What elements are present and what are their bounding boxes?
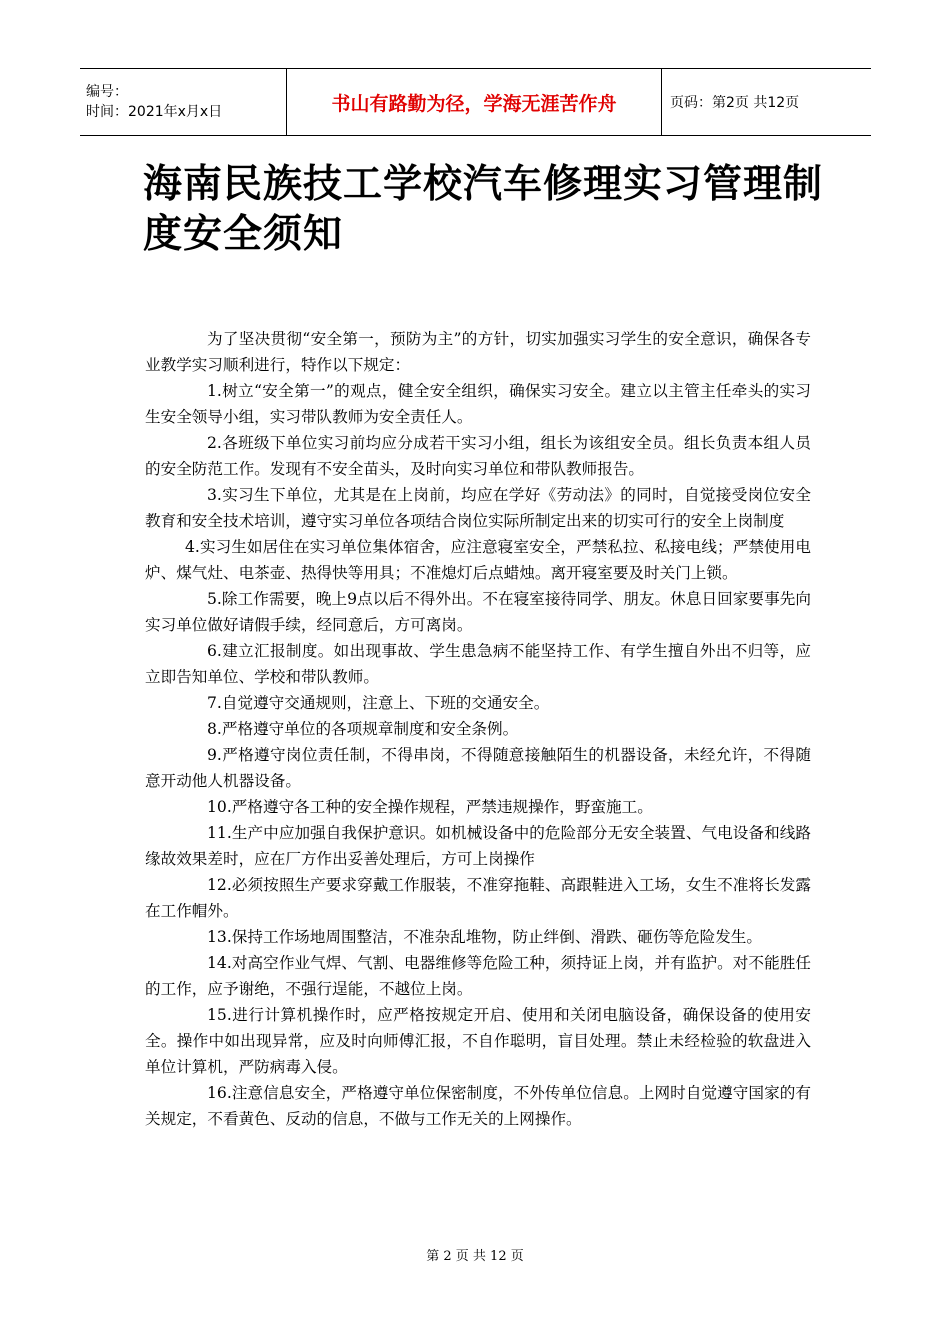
document-date: 时间：2021年x月x日 (86, 104, 223, 120)
paragraph-7: 7.自觉遵守交通规则，注意上、下班的交通安全。 (207, 694, 550, 712)
paragraph-16: 16.注意信息安全，严格遵守单位保密制度，不外传单位信息。上网时自觉遵守国家的有关规定，不看黄色、反动的信息，不做与工作无关的上网操作。 (145, 1084, 811, 1128)
page-header (80, 68, 871, 136)
paragraph-1: 1.树立“安全第一”的观点，健全安全组织，确保实习安全。建立以主管主任牵头的实习生安全领导小组，实习带队教师为安全责任人。 (145, 382, 811, 426)
paragraph-13: 13.保持工作场地周围整洁，不准杂乱堆物，防止绊倒、滑跌、砸伤等危险发生。 (207, 928, 762, 946)
paragraph-6: 6.建立汇报制度。如出现事故、学生患急病不能坚持工作、有学生擅自外出不归等，应立即告知单位、学校和带队教师。 (145, 642, 811, 686)
header-left (80, 69, 286, 135)
document-number: 编号： (86, 84, 128, 100)
paragraph-8: 8.严格遵守单位的各项规章制度和安全条例。 (207, 720, 519, 738)
header-motto: 书山有路勤为径，学海无涯苦作舟 (286, 69, 662, 135)
paragraph-5: 5.除工作需要，晚上9点以后不得外出。不在寝室接待同学、朋友。休息日回家要事先向实习单位做好请假手续，经同意后，方可离岗。 (145, 590, 811, 634)
document-body (145, 326, 811, 1132)
paragraph-2: 2.各班级下单位实习前均应分成若干实习小组，组长为该组安全员。组长负责本组人员的安全防范工作。发现有不安全苗头，及时向实习单位和带队教师报告。 (145, 434, 811, 478)
paragraph-4: 4.实习生如居住在实习单位集体宿舍，应注意寝室安全，严禁私拉、私接电线；严禁使用电炉、煤气灶、电茶壶、热得快等用具；不准熄灯后点蜡烛。离开寝室要及时关门上锁。 (145, 538, 811, 582)
paragraph-11: 11.生产中应加强自我保护意识。如机械设备中的危险部分无安全装置、气电设备和线路缘故效果差时，应在厂方作出妥善处理后，方可上岗操作 (145, 824, 811, 868)
paragraph-12: 12.必须按照生产要求穿戴工作服装，不准穿拖鞋、高跟鞋进入工场，女生不准将长发露在工作帽外。 (145, 876, 811, 920)
paragraph-9: 9.严格遵守岗位责任制，不得串岗，不得随意接触陌生的机器设备，未经允许，不得随意开动他人机器设备。 (145, 746, 811, 790)
document-title: 海南民族技工学校汽车修理实习管理制度安全须知 (143, 162, 824, 257)
page-footer: 第 2 页 共 12 页 (426, 1249, 524, 1264)
paragraph-intro: 为了坚决贯彻“安全第一，预防为主”的方针，切实加强实习学生的安全意识，确保各专业教学实习顺利进行，特作以下规定： (145, 330, 811, 374)
paragraph-15: 15.进行计算机操作时，应严格按规定开启、使用和关闭电脑设备，确保设备的使用安全。操作中如出现异常，应及时向师傅汇报，不自作聪明，盲目处理。禁止未经检验的软盘进入单位计算机，严防病毒入侵。 (145, 1006, 811, 1076)
paragraph-10: 10.严格遵守各工种的安全操作规程，严禁违规操作，野蛮施工。 (207, 798, 653, 816)
paragraph-3: 3.实习生下单位，尤其是在上岗前，均应在学好《劳动法》的同时，自觉接受岗位安全教育和安全技术培训，遵守实习单位各项结合岗位实际所制定出来的切实可行的安全上岗制度 (145, 486, 811, 530)
paragraph-14: 14.对高空作业气焊、气割、电器维修等危险工种，须持证上岗，并有监护。对不能胜任的工作，应予谢绝，不强行逞能，不越位上岗。 (145, 954, 811, 998)
header-page-info: 页码：第2页 共12页 (670, 95, 800, 111)
